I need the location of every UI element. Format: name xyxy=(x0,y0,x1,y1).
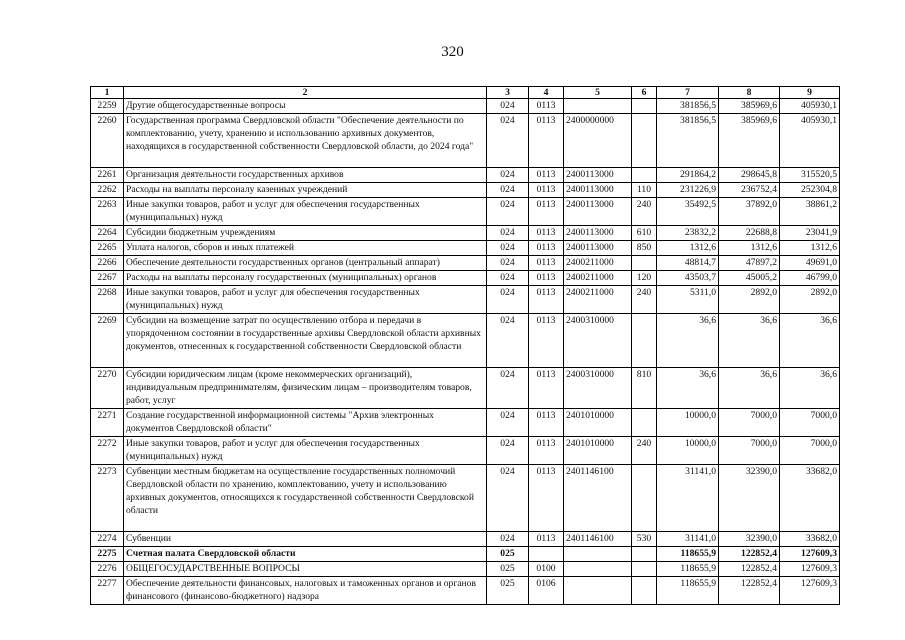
table-row xyxy=(91,286,840,314)
table-row xyxy=(91,368,840,409)
row-value-2: 7000,0 xyxy=(719,409,780,437)
row-number: 2265 xyxy=(91,241,124,256)
row-description: Создание государственной информационной системы "Архив электронных документов Свердловской области" xyxy=(124,409,487,437)
row-value-1: 35492,5 xyxy=(657,198,719,226)
row-number: 2275 xyxy=(91,547,124,562)
row-code-section: 0113 xyxy=(529,368,564,409)
row-value-1: 118655,9 xyxy=(657,547,719,562)
row-code-type: 240 xyxy=(632,286,657,314)
header-row xyxy=(91,87,840,99)
row-value-2: 32390,0 xyxy=(719,465,780,532)
row-code-section: 0113 xyxy=(529,183,564,198)
row-code-type xyxy=(632,256,657,271)
row-code-section: 0113 xyxy=(529,465,564,532)
row-value-1: 36,6 xyxy=(657,314,719,368)
row-description: Обеспечение деятельности государственных органов (центральный аппарат) xyxy=(124,256,487,271)
table-row xyxy=(91,168,840,183)
table-row xyxy=(91,577,840,605)
row-description: Иные закупки товаров, работ и услуг для обеспечения государственных (муниципальных) нужд xyxy=(124,286,487,314)
row-number: 2269 xyxy=(91,314,124,368)
row-value-2: 7000,0 xyxy=(719,437,780,465)
table-row xyxy=(91,437,840,465)
row-code-target: 2400211000 xyxy=(564,256,632,271)
row-value-3: 2892,0 xyxy=(780,286,840,314)
table-row xyxy=(91,409,840,437)
row-code-section: 0113 xyxy=(529,114,564,168)
row-description: Расходы на выплаты персоналу государственных (муниципальных) органов xyxy=(124,271,487,286)
col-header-6: 6 xyxy=(632,87,657,99)
row-code-target xyxy=(564,547,632,562)
row-code-admin: 024 xyxy=(487,241,529,256)
row-code-section: 0113 xyxy=(529,532,564,547)
row-value-1: 23832,2 xyxy=(657,226,719,241)
row-code-admin: 024 xyxy=(487,465,529,532)
row-code-admin: 024 xyxy=(487,198,529,226)
row-value-1: 231226,9 xyxy=(657,183,719,198)
row-value-2: 32390,0 xyxy=(719,532,780,547)
row-code-section: 0113 xyxy=(529,198,564,226)
row-value-3: 49691,0 xyxy=(780,256,840,271)
row-value-3: 127609,3 xyxy=(780,562,840,577)
col-header-5: 5 xyxy=(564,87,632,99)
row-value-2: 1312,6 xyxy=(719,241,780,256)
row-code-type: 530 xyxy=(632,532,657,547)
table-row xyxy=(91,532,840,547)
row-code-admin: 025 xyxy=(487,547,529,562)
row-code-target: 2400310000 xyxy=(564,368,632,409)
col-header-9: 9 xyxy=(780,87,840,99)
row-code-type: 610 xyxy=(632,226,657,241)
row-value-1: 381856,5 xyxy=(657,114,719,168)
col-header-2: 2 xyxy=(124,87,487,99)
row-number: 2260 xyxy=(91,114,124,168)
row-description: Субвенции местным бюджетам на осуществление государственных полномочий Свердловской области по хранению, комплектованию, учету и использованию архивных документов, относящихся к государственной собственности Свердловской области xyxy=(124,465,487,532)
row-number: 2271 xyxy=(91,409,124,437)
row-value-3: 33682,0 xyxy=(780,465,840,532)
table-row xyxy=(91,256,840,271)
row-code-target: 2400113000 xyxy=(564,241,632,256)
row-description: Организация деятельности государственных архивов xyxy=(124,168,487,183)
row-code-admin: 024 xyxy=(487,532,529,547)
row-value-1: 43503,7 xyxy=(657,271,719,286)
row-number: 2274 xyxy=(91,532,124,547)
row-value-3: 127609,3 xyxy=(780,577,840,605)
row-code-type: 850 xyxy=(632,241,657,256)
row-number: 2263 xyxy=(91,198,124,226)
row-value-3: 46799,0 xyxy=(780,271,840,286)
table-row xyxy=(91,562,840,577)
row-number: 2267 xyxy=(91,271,124,286)
row-code-target xyxy=(564,562,632,577)
row-number: 2261 xyxy=(91,168,124,183)
row-code-admin: 024 xyxy=(487,168,529,183)
row-value-3: 405930,1 xyxy=(780,99,840,114)
row-description: Субвенции xyxy=(124,532,487,547)
col-header-1: 1 xyxy=(91,87,124,99)
row-value-1: 118655,9 xyxy=(657,577,719,605)
table-row xyxy=(91,226,840,241)
table-row xyxy=(91,465,840,532)
row-code-target: 2401010000 xyxy=(564,409,632,437)
row-description: Обеспечение деятельности финансовых, налоговых и таможенных органов и органов финансового (финансово-бюджетного) надзора xyxy=(124,577,487,605)
row-code-target xyxy=(564,577,632,605)
row-number: 2272 xyxy=(91,437,124,465)
col-header-4: 4 xyxy=(529,87,564,99)
table-row xyxy=(91,114,840,168)
row-code-target: 2401146100 xyxy=(564,465,632,532)
row-code-target: 2400113000 xyxy=(564,198,632,226)
row-code-section: 0113 xyxy=(529,409,564,437)
row-value-3: 7000,0 xyxy=(780,409,840,437)
row-description: Уплата налогов, сборов и иных платежей xyxy=(124,241,487,256)
row-value-2: 37892,0 xyxy=(719,198,780,226)
row-code-section: 0113 xyxy=(529,256,564,271)
row-code-type: 120 xyxy=(632,271,657,286)
row-value-1: 31141,0 xyxy=(657,465,719,532)
col-header-8: 8 xyxy=(719,87,780,99)
row-code-type: 240 xyxy=(632,198,657,226)
row-code-target: 2400211000 xyxy=(564,271,632,286)
row-value-1: 1312,6 xyxy=(657,241,719,256)
budget-table xyxy=(90,86,840,605)
row-number: 2266 xyxy=(91,256,124,271)
row-description: Счетная палата Свердловской области xyxy=(124,547,487,562)
row-description: Субсидии бюджетным учреждениям xyxy=(124,226,487,241)
row-code-section: 0113 xyxy=(529,437,564,465)
table-row xyxy=(91,241,840,256)
row-value-3: 1312,6 xyxy=(780,241,840,256)
row-value-2: 22688,8 xyxy=(719,226,780,241)
row-value-2: 122852,4 xyxy=(719,577,780,605)
row-description: Иные закупки товаров, работ и услуг для обеспечения государственных (муниципальных) нужд xyxy=(124,437,487,465)
row-code-type xyxy=(632,562,657,577)
row-value-2: 36,6 xyxy=(719,368,780,409)
row-description: Другие общегосударственные вопросы xyxy=(124,99,487,114)
row-code-type xyxy=(632,114,657,168)
row-value-1: 36,6 xyxy=(657,368,719,409)
page-number: 320 xyxy=(441,44,464,60)
row-code-type xyxy=(632,314,657,368)
row-value-1: 5311,0 xyxy=(657,286,719,314)
row-code-section xyxy=(529,547,564,562)
row-code-type xyxy=(632,168,657,183)
row-number: 2259 xyxy=(91,99,124,114)
row-code-section: 0113 xyxy=(529,314,564,368)
row-code-type xyxy=(632,547,657,562)
row-code-type xyxy=(632,577,657,605)
row-code-target: 2400113000 xyxy=(564,168,632,183)
row-value-2: 122852,4 xyxy=(719,547,780,562)
row-value-3: 38861,2 xyxy=(780,198,840,226)
table-row xyxy=(91,183,840,198)
row-value-1: 10000,0 xyxy=(657,437,719,465)
row-number: 2277 xyxy=(91,577,124,605)
row-code-target: 2400113000 xyxy=(564,183,632,198)
row-code-type xyxy=(632,99,657,114)
row-code-type xyxy=(632,409,657,437)
row-value-3: 36,6 xyxy=(780,368,840,409)
row-value-1: 31141,0 xyxy=(657,532,719,547)
row-code-type: 110 xyxy=(632,183,657,198)
table-row xyxy=(91,99,840,114)
row-code-admin: 024 xyxy=(487,286,529,314)
table-row xyxy=(91,198,840,226)
row-value-3: 315520,5 xyxy=(780,168,840,183)
row-number: 2264 xyxy=(91,226,124,241)
row-value-2: 36,6 xyxy=(719,314,780,368)
row-value-2: 2892,0 xyxy=(719,286,780,314)
row-value-1: 118655,9 xyxy=(657,562,719,577)
row-code-admin: 024 xyxy=(487,114,529,168)
row-value-3: 7000,0 xyxy=(780,437,840,465)
row-value-3: 127609,3 xyxy=(780,547,840,562)
row-value-2: 385969,6 xyxy=(719,99,780,114)
row-code-target: 2401146100 xyxy=(564,532,632,547)
row-value-1: 381856,5 xyxy=(657,99,719,114)
row-code-admin: 024 xyxy=(487,437,529,465)
row-code-admin: 024 xyxy=(487,256,529,271)
row-description: ОБЩЕГОСУДАРСТВЕННЫЕ ВОПРОСЫ xyxy=(124,562,487,577)
row-code-target xyxy=(564,99,632,114)
row-value-1: 10000,0 xyxy=(657,409,719,437)
row-code-admin: 024 xyxy=(487,271,529,286)
row-value-3: 23041,9 xyxy=(780,226,840,241)
row-code-type xyxy=(632,465,657,532)
row-code-type: 810 xyxy=(632,368,657,409)
row-value-2: 47897,2 xyxy=(719,256,780,271)
row-number: 2270 xyxy=(91,368,124,409)
row-description: Расходы на выплаты персоналу казенных учреждений xyxy=(124,183,487,198)
row-code-admin: 025 xyxy=(487,562,529,577)
row-value-3: 405930,1 xyxy=(780,114,840,168)
row-code-admin: 024 xyxy=(487,183,529,198)
table-row xyxy=(91,271,840,286)
row-value-2: 385969,6 xyxy=(719,114,780,168)
row-description: Субсидии на возмещение затрат по осуществлению отбора и передачи в упорядоченном состоянии в государственные архивы Свердловской области архивных документов, отнесенных к государственной собственности Свердловской области xyxy=(124,314,487,368)
table-body xyxy=(91,99,840,605)
row-value-3: 36,6 xyxy=(780,314,840,368)
row-value-1: 291864,2 xyxy=(657,168,719,183)
row-code-admin: 024 xyxy=(487,409,529,437)
row-value-2: 122852,4 xyxy=(719,562,780,577)
row-code-admin: 024 xyxy=(487,368,529,409)
col-header-7: 7 xyxy=(657,87,719,99)
row-value-2: 236752,4 xyxy=(719,183,780,198)
row-code-admin: 024 xyxy=(487,226,529,241)
col-header-3: 3 xyxy=(487,87,529,99)
row-description: Иные закупки товаров, работ и услуг для обеспечения государственных (муниципальных) нужд xyxy=(124,198,487,226)
row-value-3: 33682,0 xyxy=(780,532,840,547)
row-code-section: 0113 xyxy=(529,99,564,114)
row-value-2: 298645,8 xyxy=(719,168,780,183)
row-code-section: 0113 xyxy=(529,271,564,286)
row-code-admin: 025 xyxy=(487,577,529,605)
row-code-admin: 024 xyxy=(487,314,529,368)
row-description: Государственная программа Свердловской области "Обеспечение деятельности по комплектованию, учету, хранению и использованию архивных документов, находящихся в государственной собственности Свердловской области, до 2024 года" xyxy=(124,114,487,168)
row-value-1: 48814,7 xyxy=(657,256,719,271)
row-value-2: 45005,2 xyxy=(719,271,780,286)
row-code-section: 0113 xyxy=(529,241,564,256)
row-number: 2273 xyxy=(91,465,124,532)
row-code-section: 0113 xyxy=(529,168,564,183)
row-number: 2276 xyxy=(91,562,124,577)
row-number: 2268 xyxy=(91,286,124,314)
row-code-section: 0100 xyxy=(529,562,564,577)
table-row xyxy=(91,314,840,368)
table-row xyxy=(91,547,840,562)
row-number: 2262 xyxy=(91,183,124,198)
row-code-section: 0106 xyxy=(529,577,564,605)
row-code-target: 2400000000 xyxy=(564,114,632,168)
row-code-section: 0113 xyxy=(529,286,564,314)
row-description: Субсидии юридическим лицам (кроме некоммерческих организаций), индивидуальным предпринимателям, физическим лицам – производителям товаров, работ, услуг xyxy=(124,368,487,409)
row-code-section: 0113 xyxy=(529,226,564,241)
row-value-3: 252304,8 xyxy=(780,183,840,198)
row-code-target: 2400113000 xyxy=(564,226,632,241)
row-code-target: 2400211000 xyxy=(564,286,632,314)
row-code-target: 2400310000 xyxy=(564,314,632,368)
row-code-admin: 024 xyxy=(487,99,529,114)
row-code-type: 240 xyxy=(632,437,657,465)
row-code-target: 2401010000 xyxy=(564,437,632,465)
